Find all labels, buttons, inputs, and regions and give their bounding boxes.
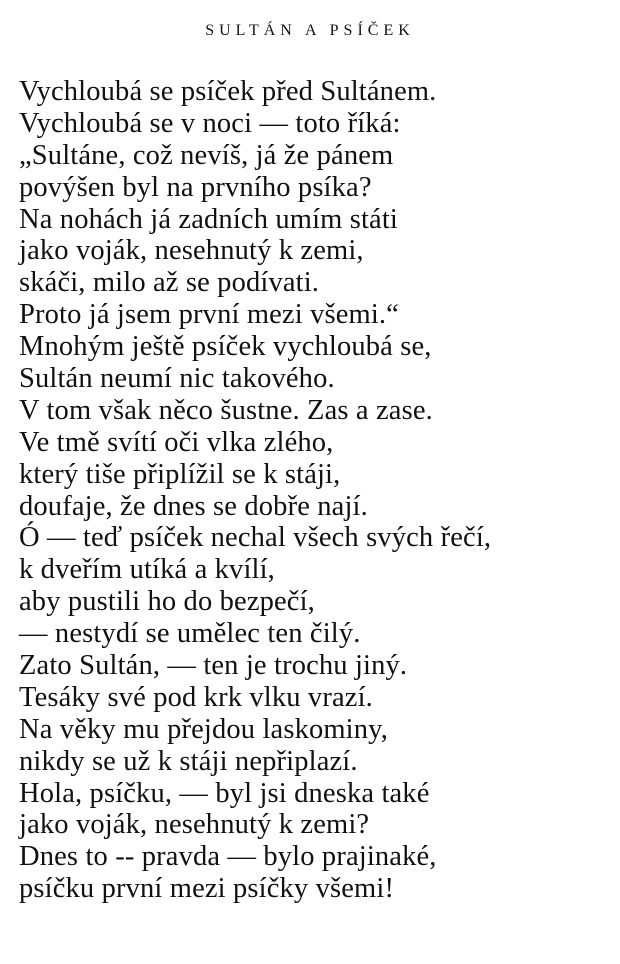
poem-line: Ve tmě svítí oči vlka zlého, — [19, 426, 334, 458]
poem-line: nikdy se už k stáji nepřiplazí. — [19, 745, 358, 777]
poem-line: skáči, milo až se podívati. — [19, 267, 320, 299]
poem-line: Zato Sultán, — ten je trochu jiný. — [19, 650, 408, 682]
poem-line: Proto já jsem první mezi všemi.“ — [19, 299, 399, 331]
poem-line: Ó — teď psíček nechal všech svých řečí, — [19, 522, 492, 554]
poem-line: Na věky mu přejdou laskominy, — [19, 713, 388, 745]
poem-line: povýšen byl na prvního psíka? — [19, 171, 372, 203]
poem-line: Tesáky své pod krk vlku vrazí. — [19, 681, 373, 713]
poem-line: Na nohách já zadních umím státi — [19, 203, 398, 235]
poem-line: k dveřím utíká a kvílí, — [19, 554, 275, 586]
poem-line: Mnohým ještě psíček vychloubá se, — [19, 331, 432, 363]
poem-line: psíčku první mezi psíčky všemi! — [19, 873, 395, 905]
poem-title: SULTÁN A PSÍČEK — [205, 22, 415, 39]
poem-line: Vychloubá se psíček před Sultánem. — [19, 76, 437, 107]
poem-line: aby pustili ho do bezpečí, — [19, 586, 315, 618]
poem-text — [19, 76, 614, 905]
poem-line: Vychloubá se v noci — toto říká: — [19, 107, 401, 139]
poem-line: — nestydí se umělec ten čilý. — [19, 618, 361, 650]
poem-line: Hola, psíčku, — byl jsi dneska také — [19, 777, 430, 809]
poem-line: „Sultáne, což nevíš, já že pánem — [19, 139, 394, 171]
poem-line: který tiše připlížil se k stáji, — [19, 458, 341, 490]
poem-line: jako voják, nesehnutý k zemi? — [19, 809, 370, 841]
poem-line: Dnes to -- pravda — bylo prajinaké, — [19, 841, 437, 873]
poem-line: jako voják, nesehnutý k zemi, — [19, 235, 364, 267]
poem-line: V tom však něco šustne. Zas a zase. — [19, 394, 433, 426]
poem-line: Sultán neumí nic takového. — [19, 363, 335, 395]
poem-line: doufaje, že dnes se dobře nají. — [19, 490, 368, 522]
